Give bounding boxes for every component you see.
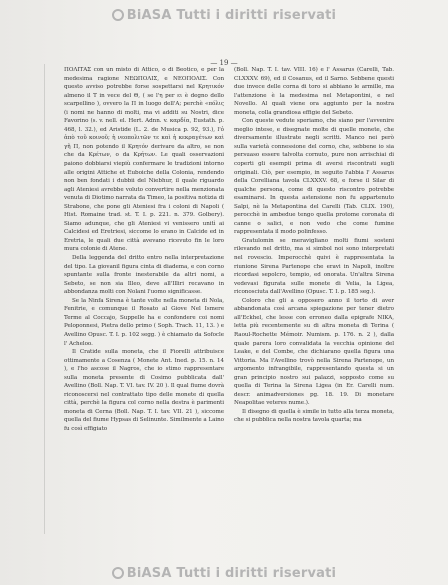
watermark-top <box>0 8 448 23</box>
biasa-logo-icon <box>112 567 124 579</box>
left-paragraph-2: Della leggenda del dritto entro nella interpretazione del tipo. La giovanil figura cinta di diadema, e con corno spuntante sulla fronte inesterabile da altri nomi, a Sebeto, se non sia Illeo, deve all'Illiri recavano in abbondanza molti con Nolani l'uomo significasse. <box>64 255 224 296</box>
right-paragraph-4: Coloro che gli a opposero anno il torto di aver abbandonata così arcana spiegazione per tener dietro all'Eckhel, che lesse con erroneo dalla epigrafe NIKA, letta più recentemente su di altra moneta di Terina ( Raoul-Rochette Mémoir. Numism. p. 176. n. 2 ), dalla quale parera loro convalidata la vecchia opinione del Leake, e del Combe, che dichiarano quella figura una Vittoria. Ma l'Avellino trovò nella Sirena Partenope, un argomento infrangibile, rappresentando questa si un gran principio nostro sui palazzi, sopposto come su quella di Terina la Sirena Ligea (in Er. Carelli num. descr. animadversiones pg. 18. 19. Di monetare Neapolitae veteres nume.). <box>234 297 394 407</box>
binding-edge <box>44 64 45 534</box>
right-paragraph-3: Gratulomin se meravigliano molti fiumi sosteni rilevando nel dritto, ma si simbol noi sono interpretati nel rovescio. Imperocchè quivi è rappresentata la riunione Sirena Partenope che eravi in Napoli, inoltre ricordasi sepolcro, tempio, ed onorata. Un'altra Sirena vedevasi figurata sulle monete di Velia, la Ligea, riconosciuta dall'Avellino (Opusc. T. I. p. 185 seg.). <box>234 237 394 296</box>
right-paragraph-5: Il disegno di quella è simile in tutto alla terza moneta, che si pubblica nella nostra tavola quarta; ma <box>234 408 394 424</box>
watermark-top-text: BiASA Tutti i diritti riservati <box>126 8 337 23</box>
page-number: — 19 — <box>210 59 238 67</box>
left-paragraph-5: Il Cratide sulla moneta, che il Fiorelli attribuisce ottimamente a Cosenza ( Monete Ant. Ined. p. 15. n. 14 ), e l'ho ascose il Nagros, che io stimo rappresentare sulla moneta presente di Cosimo pubblicata dall' Avellino (Boll. Nap. T. VI. tav. IV. 20 ). Il qual fiume dovrà riconoscersi nel contrattato tipo delle monete di quella città, perchè la figura col corno nella destra è parimenti moneta di Cerna (Boll. Nap. T. I. tav. VII. 21 ), siccome quella del fiume Hypsas di Selinunte. Similmente a Laino fu così effigiato <box>64 349 224 432</box>
watermark-bottom <box>0 566 448 581</box>
left-paragraph-4: Se la Ninfa Sirena è tante volte nella moneta di Nola, Fenitrie, e comunque il Rosato al Giove Nel Ismere Terme al Coccajo, Suppelle ha e confondere coi nomi Peloponnesi, Pietra dello primo ( Soph. Trach. 11, 13. ) e Avellino Opusc. T. I. p. 102 segg. ) è chiamato da Sofocle l' Acheloo. <box>64 297 224 347</box>
watermark-bottom-text: BiASA Tutti i diritti riservati <box>126 566 337 581</box>
right-column <box>234 66 394 425</box>
right-paragraph-1: (Boll. Nap. T. I. tav. VIII. 16) e l' Assarus (Carelli, Tab. CLXXXV. 69), ed il Cosanus, ed il Sarno. Sebbene questi due invece delle corna di toro si abbiano le armille, ma l'attenzione è la medesima nel Metapontini, e nel Novello. Al quali viene ora aggiunto per la nostra moneta, colla grandiosa effigie del Sebeto. <box>234 67 394 116</box>
left-paragraph-1: ΠΟΛΙΤΑΣ con un misto di Attico, o di Beotico, e per la medesima ragione ΝΕΩΠΟΛΙΣ, e ΝΕΟΠΟΛΙΣ. Con questo avviso potrebbe forse sospettarsi nel Κρητικόν almeno il Τ in vece del Θ, ( se l'η per ει è degno dello scarpellino ), ovvero la Π in luogo dell'Α; perchè «πόλις (i nomi ne hanno di molti, ma vi additi su Nostri, dice Favorino (s. v. nell. el. Hert. Adnn. v. καρδία, Eustath. p. 468, l. 32.), ed Aristide (L. 2. de Musica p. 92, 93.), l'ὁ ἀπὸ τοῦ κοινοῦ; ἡ νεοπολιτῶν τε καὶ ἡ κεκραγέτων καὶ γῆ Π, non potendo il Κρητόν derivare da altro, se non che da Κρέτων, o da Κρήτων. Le quali osservazioni paiono dobbiarsi viepiù confermare le tradizioni intorno alle origini Attiche et Euboiche della Colonia, rendendo non ben fondati i dubbii del Niebhur, il quale riguardo agli Ateniesi avrebbe voluto convertire nella menzionata venuta di Diotimo narrata da Timeo, la positiva notizia di Strabone, che pone gli Ateniesi fra i coloni di Napoli ( Hist. Romaine trad. st. T. I. p. 221. n. 379. Golbery). Siamo adunque, che gli Ateniesi vi venissero unitì ai Calcidesi ed Eretriesi, siccome lo erano in Calcide ed in Eretria, le quali due città avevano ricevuto fin le loro mura colonie di Atene. <box>64 67 224 253</box>
left-column <box>64 66 224 434</box>
right-paragraph-2: Con queste vedute speriamo, che siano per l'avvenire meglio intese, e disegnate molte di quelle monete, che diversamente illustrate negli scritti. Manco nei però sulla varietà connessione del corno, che, sebbene io sia persuaso essere talvolta cornuto, pure non arrischiai di coperti gli esempii prima di aversi riscontrati sugli originali. Ciò, per esempio, in seguito l'abbia l' Assarus della Corelliana tavola CLXXXV. 68, e forse il Silar di qualche persona, come di questo riscontro potrebbe esaminarsi. In questa astensione non fu appartenuto Salpi, nè la Metapontina del Carelli (Tab. CLIX. 190), perocchè in ambedue tengo quella protome coronata di canne o salici, e non vedo che come fumine rappresentata il modo polinfesso. <box>234 118 394 236</box>
biasa-logo-icon <box>112 9 124 21</box>
